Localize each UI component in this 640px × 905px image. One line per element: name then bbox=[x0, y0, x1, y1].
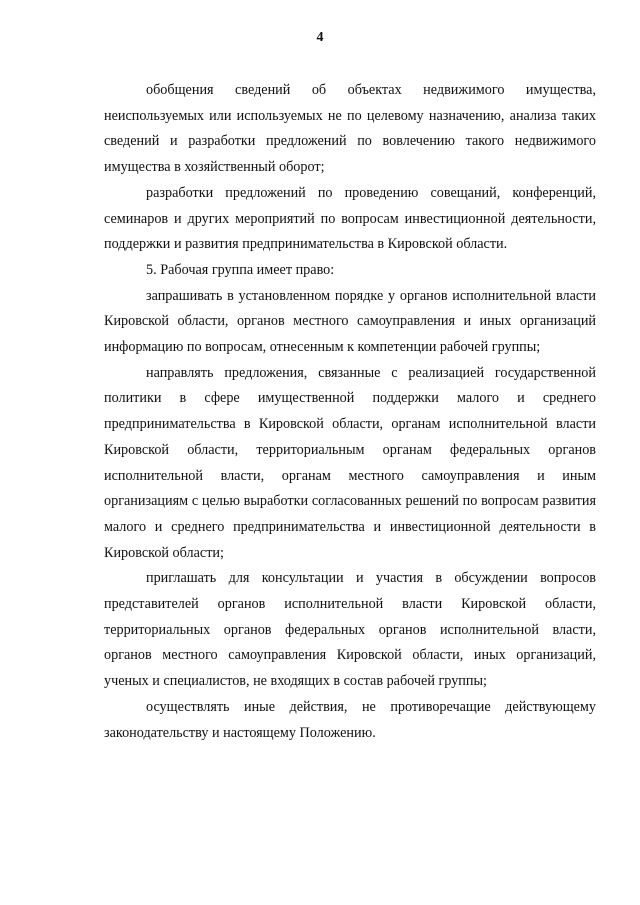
paragraph-request-information: запрашивать в установленном порядке у органов исполнительной власти Кировской области, органов местного самоуправления и иных организаций информацию по вопросам, отнесенным к компетенции рабочей группы; bbox=[104, 287, 596, 356]
page-number: 4 bbox=[316, 30, 324, 45]
paragraph-invite-consultants: приглашать для консультации и участия в обсуждении вопросов представителей органов исполнительной власти Кировской области, территориальных органов федеральных органов исполнительной власти, органов местного самоуправления Кировской области, иных организаций, ученых и специалистов, не входящих в состав рабочей группы; bbox=[104, 570, 596, 690]
document-body bbox=[104, 78, 596, 746]
paragraph-meetings-proposals: разработки предложений по проведению совещаний, конференций, семинаров и других мероприятий по вопросам инвестиционной деятельности, поддержки и развития предпринимательства в Кировской области. bbox=[104, 184, 596, 253]
paragraph-send-proposals: направлять предложения, связанные с реализацией государственной политики в сфере имущественной поддержки малого и среднего предпринимательства в Кировской области, органам исполнительной власти Кировской области, территориальным органам федеральных органов исполнительной власти, органам местного самоуправления и иным организациям с целью выработки согласованных решений по вопросам развития малого и среднего предпринимательства и инвестиционной деятельности в Кировской области; bbox=[104, 364, 596, 561]
section-heading-rights: 5. Рабочая группа имеет право: bbox=[146, 261, 335, 278]
paragraph-property-info-summary: обобщения сведений об объектах недвижимого имущества, неиспользуемых или используемых не по целевому назначению, анализа таких сведений и разработки предложений по вовлечению такого недвижимого имущества в хозяйственный оборот; bbox=[104, 82, 596, 176]
paragraph-other-actions: осуществлять иные действия, не противоречащие действующему законодательству и настоящему Положению. bbox=[104, 698, 596, 741]
